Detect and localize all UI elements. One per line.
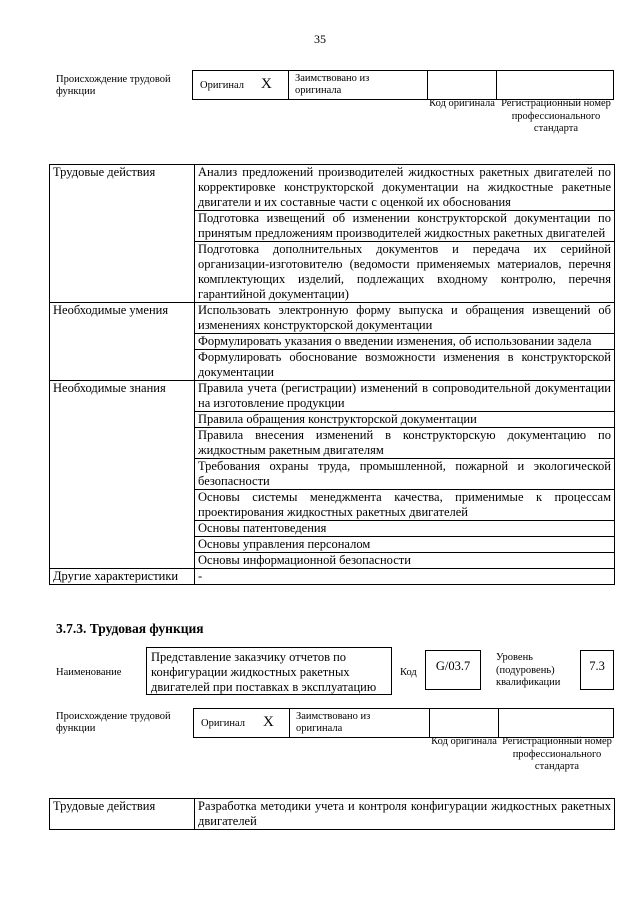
knowledge-item: Требования охраны труда, промышленной, пожарной и экологической безопасности xyxy=(195,459,615,490)
original-code-cell xyxy=(429,708,499,738)
original-cell xyxy=(193,708,290,738)
skill-item: Формулировать указания о введении изменения, об использовании задела xyxy=(195,334,615,350)
qualification-level: 7.3 xyxy=(580,650,614,690)
code-caption: Код оригинала xyxy=(431,736,497,747)
borrowed-cell xyxy=(288,70,428,100)
original-cell xyxy=(192,70,289,100)
reg-caption: Регистрационный номер профессионального стандарта xyxy=(501,98,611,134)
labor-function-table-2 xyxy=(49,798,615,830)
page-number: 35 xyxy=(314,32,326,46)
original-mark: X xyxy=(263,714,274,730)
origin-label: Происхождение трудовой функции xyxy=(56,74,171,97)
labor-function-table xyxy=(49,164,615,585)
row-header-skills: Необходимые умения xyxy=(50,303,195,381)
knowledge-item: Правила внесения изменений в конструкторскую документацию по жидкостным ракетным двигателям xyxy=(195,428,615,459)
origin-label: Происхождение трудовой функции xyxy=(56,711,171,734)
reg-number-cell xyxy=(496,70,614,100)
section-heading: 3.7.3. Трудовая функция xyxy=(56,621,204,636)
original-mark: X xyxy=(261,76,272,92)
row-header-knowledge: Необходимые знания xyxy=(50,381,195,569)
labor-action-item: Разработка методики учета и контроля конфигурации жидкостных ракетных двигателей xyxy=(195,799,615,830)
knowledge-item: Основы патентоведения xyxy=(195,521,615,537)
original-label: Оригинал xyxy=(200,80,244,91)
reg-number-cell xyxy=(498,708,614,738)
knowledge-item: Основы информационной безопасности xyxy=(195,553,615,569)
function-name: Представление заказчику отчетов по конфигурации жидкостных ракетных двигателей при поставках в эксплуатацию xyxy=(146,647,392,695)
labor-action-item: Подготовка дополнительных документов и передача их серийной организации-изготовителю (ведомости применяемых материалов, перечня комплектующих изделий, подлежащих входному контролю, перечня гарантийной документации) xyxy=(195,242,615,303)
borrowed-cell xyxy=(289,708,430,738)
labor-action-item: Подготовка извещений об изменении конструкторской документации по принятым предложениям производителей жидкостных ракетных двигателей xyxy=(195,211,615,242)
knowledge-item: Основы системы менеджмента качества, применимые к процессам проектирования жидкостных ракетных двигателей xyxy=(195,490,615,521)
name-label: Наименование xyxy=(56,667,122,678)
original-label: Оригинал xyxy=(201,718,245,729)
borrowed-label: Заимствовано из оригинала xyxy=(295,73,370,96)
code-caption: Код оригинала xyxy=(429,98,495,109)
other-value: - xyxy=(195,569,615,585)
skill-item: Использовать электронную форму выпуска и обращения извещений об изменениях конструкторской документации xyxy=(195,303,615,334)
knowledge-item: Правила обращения конструкторской документации xyxy=(195,412,615,428)
borrowed-label: Заимствовано из оригинала xyxy=(296,711,371,734)
function-code: G/03.7 xyxy=(425,650,481,690)
reg-caption: Регистрационный номер профессионального стандарта xyxy=(502,736,612,772)
skill-item: Формулировать обоснование возможности изменения в конструкторской документации xyxy=(195,350,615,381)
labor-action-item: Анализ предложений производителей жидкостных ракетных двигателей по корректировке конструкторской документации на жидкостные ракетные двигатели и их составные части с оценкой их обоснования xyxy=(195,165,615,211)
row-header-labor-actions: Трудовые действия xyxy=(50,799,195,830)
row-header-other: Другие характеристики xyxy=(50,569,195,585)
knowledge-item: Правила учета (регистрации) изменений в сопроводительной документации на изготовление продукции xyxy=(195,381,615,412)
code-label: Код xyxy=(400,667,417,678)
original-code-cell xyxy=(427,70,497,100)
level-label: Уровень (подуровень) квалификации xyxy=(496,652,561,688)
knowledge-item: Основы управления персоналом xyxy=(195,537,615,553)
row-header-labor-actions: Трудовые действия xyxy=(50,165,195,303)
